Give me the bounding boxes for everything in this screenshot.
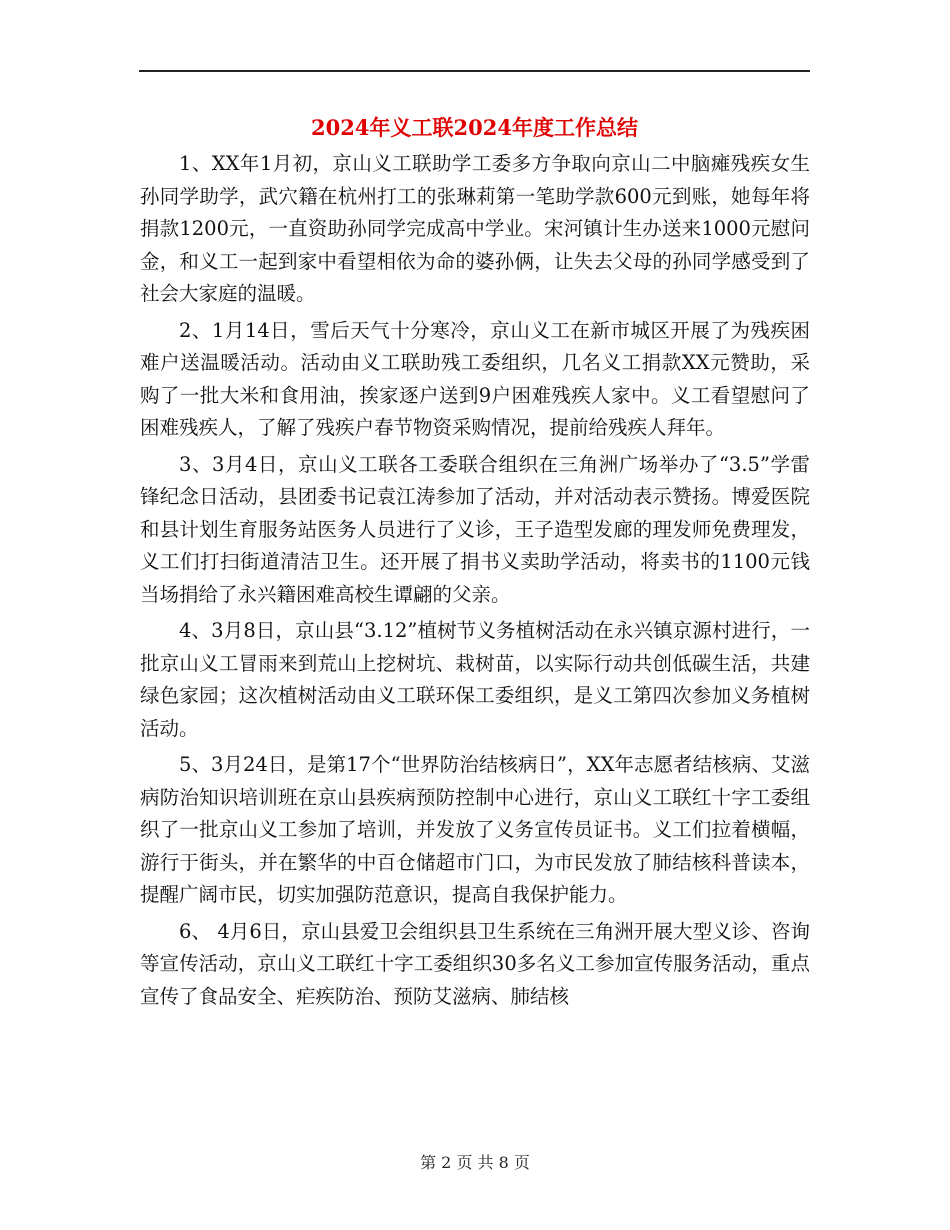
document-title: 2024年义工联2024年度工作总结 [311, 115, 638, 140]
paragraph-2: 2、1月14日，雪后天气十分寒冷，京山义工在新市城区开展了为残疾困难户送温暖活动。活动由义工联助残工委组织，几名义工捐款XX元赞助，采购了一批大米和食用油，挨家逐户送到9户困难残疾人家中。义工看望慰问了困难残疾人，了解了残疾户春节物资采购情况，提前给残疾人拜年。 [140, 318, 810, 439]
paragraph-3: 3、3月4日，京山义工联各工委联合组织在三角洲广场举办了“3.5”学雷锋纪念日活动，县团委书记袁江涛参加了活动，并对活动表示赞扬。博爱医院和县计划生育服务站医务人员进行了义诊，王子造型发廊的理发师免费理发，义工们打扫街道清洁卫生。还开展了捐书义卖助学活动，将卖书的1100元钱当场捐给了永兴籍困难高校生谭翩的父亲。 [140, 452, 810, 606]
paragraph-5: 5、3月24日，是第17个“世界防治结核病日”，XX年志愿者结核病、艾滋病防治知识培训班在京山县疾病预防控制中心进行，京山义工联红十字工委组织了一批京山义工参加了培训，并发放了义务宣传员证书。义工们拉着横幅，游行于街头，并在繁华的中百仓储超市门口，为市民发放了肺结核科普读本，提醒广阔市民，切实加强防范意识，提高自我保护能力。 [140, 753, 810, 906]
document-body [140, 148, 810, 1017]
paragraph-1: 1、XX年1月初，京山义工联助学工委多方争取向京山二中脑瘫残疾女生孙同学助学，武穴籍在杭州打工的张琳莉第一笔助学款600元到账，她每年将捐款1200元，一直资助孙同学完成高中学业。宋河镇计生办送来1000元慰问金，和义工一起到家中看望相依为命的婆孙俩，让失去父母的孙同学感受到了社会大家庭的温暖。 [140, 152, 810, 305]
paragraph-6: 6、 4月6日，京山县爱卫会组织县卫生系统在三角洲开展大型义诊、咨询等宣传活动，京山义工联红十字工委组织30多名义工参加宣传服务活动，重点宣传了食品安全、疟疾防治、预防艾滋病、肺结核 [140, 919, 810, 1008]
paragraph-4: 4、3月8日，京山县“3.12”植树节义务植树活动在永兴镇京源村进行，一批京山义工冒雨来到荒山上挖树坑、栽树苗，以实际行动共创低碳生活，共建绿色家园；这次植树活动由义工联环保工委组织，是义工第四次参加义务植树活动。 [140, 619, 810, 740]
page-number-footer: 第 2 页 共 8 页 [420, 1153, 530, 1172]
header-rule [139, 70, 810, 72]
